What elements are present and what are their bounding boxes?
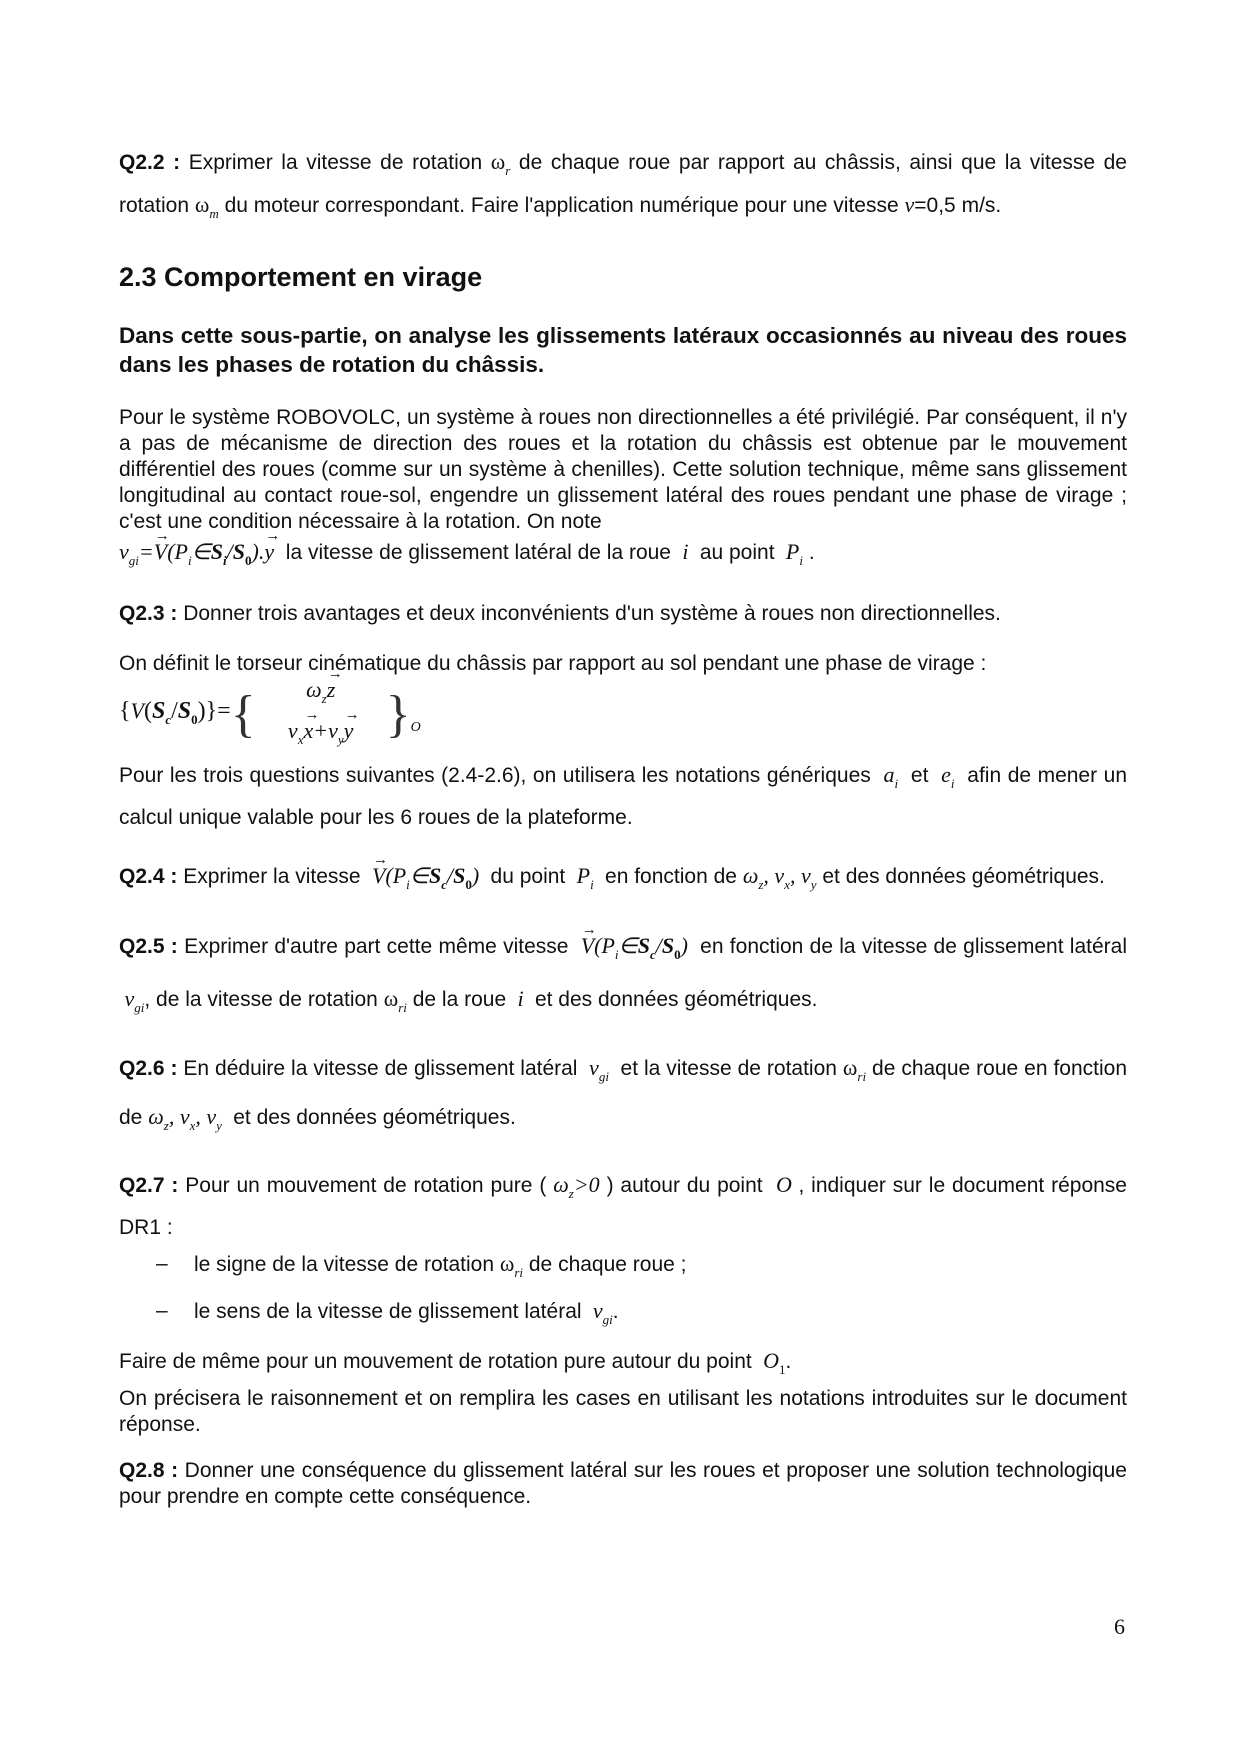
question-label: Q2.5 : <box>119 935 178 958</box>
question-label: Q2.2 : <box>119 151 181 174</box>
list-item: – le sens de la vitesse de glissement latéral $v_{gi}$. <box>119 1292 1127 1339</box>
page-content <box>119 145 1127 1510</box>
list-item: – le signe de la vitesse de rotation $\omega_{ri}$ de chaque roue ; <box>119 1245 1127 1292</box>
question-label: Q2.7 : <box>119 1174 179 1197</box>
question-label: Q2.8 : <box>119 1459 179 1482</box>
omega-m-symbol: $\omega_m$ <box>194 192 219 221</box>
question-q2-8: Q2.8 : Donner une conséquence du glissement latéral sur les roues et proposer une solution technologique pour prendre en compte cette conséquence. <box>119 1459 1127 1508</box>
page-number: 6 <box>1114 1614 1125 1639</box>
torseur-intro: On définit le torseur cinématique du châssis par rapport au sol pendant une phase de virage : <box>119 652 987 675</box>
question-q2-6: Q2.6 : En déduire la vitesse de glissement latéral $v_{gi}$ et la vitesse de rotation $\omega_{ri}$ de chaque roue en fonction de $\omega_z$, $v_x$, $v_y$ et des données géométriques. <box>119 1055 1127 1133</box>
question-q2-7: Q2.7 : Pour un mouvement de rotation pure ( $\omega_z>0$ ) autour du point O , indiquer sur le document réponse DR1 : <box>119 1172 1127 1239</box>
v-symbol: v <box>904 192 915 217</box>
precise-paragraph: On précisera le raisonnement et on remplira les cases en utilisant les notations introduites sur le document réponse. <box>119 1387 1127 1436</box>
vgi-formula: $v_{gi}=\to$ $V(P_i\in S_i/S_0).\to y$ <box>119 539 274 564</box>
same-for-o1: Faire de même pour un mouvement de rotation pure autour du point $O_1$. <box>119 1348 792 1377</box>
question-q2-5: Q2.5 : Exprimer d'autre part cette même vitesse → $V(P_i\in S_c/S_0)$ en fonction de la vitesse de glissement latéral $v_{gi}$, de la vitesse de rotation $\omega_{ri}$ de la roue i et des données géométriques. <box>119 924 1127 1030</box>
torseur-equation: $\{V(S_c/S_0)\}=$ { $\omega_z\to z$ $v_x\to x+v_y\to y$ } O <box>119 680 1127 750</box>
question-q2-2: Q2.2 : Exprimer la vitesse de rotation $\omega_r$ de chaque roue par rapport au châssis, ainsi que la vitesse de rotation $\omega_m$ du moteur correspondant. Faire l'application numérique pour une vitesse v=0,5 m/s. <box>119 149 1127 221</box>
question-label: Q2.6 : <box>119 1057 178 1080</box>
omega-r-symbol: $\omega_r$ <box>490 149 511 178</box>
question-label: Q2.3 : <box>119 602 178 625</box>
question-label: Q2.4 : <box>119 865 178 888</box>
question-q2-3: Q2.3 : Donner trois avantages et deux inconvénients d'un système à roues non directionnelles. <box>119 602 1001 625</box>
section-heading: 2.3 Comportement en virage <box>119 262 483 292</box>
q2-7-list <box>119 1245 1127 1339</box>
vgi-definition: $v_{gi}=\to$ $V(P_i\in S_i/S_0).\to y$ la vitesse de glissement latéral de la roue i au point $P_i$ . <box>119 535 1127 578</box>
body-paragraph: Pour le système ROBOVOLC, un système à roues non directionnelles a été privilégié. Par conséquent, il n'y a pas de mécanisme de direction des roues et la rotation du châssis est obtenue par le mouvement différentiel des roues (comme sur un système à chenilles). Cette solution technique, même sans glissement longitudinal au contact roue-sol, engendre un glissement latéral des roues pendant une phase de virage ; c'est une condition nécessaire à la rotation. On note <box>119 406 1127 533</box>
generic-notation-paragraph: Pour les trois questions suivantes (2.4-2.6), on utilisera les notations génériques $a_i$ et $e_i$ afin de mener un calcul unique valable pour les 6 roues de la plateforme. <box>119 762 1128 829</box>
question-q2-4: Q2.4 : Exprimer la vitesse → $V(P_i\in S_c/S_0)$ du point $P_i$ en fonction de $\omega_z$, $v_x$, $v_y$ et des données géométriques. <box>119 859 1127 902</box>
intro-paragraph: Dans cette sous-partie, on analyse les glissements latéraux occasionnés au niveau des roues dans les phases de rotation du châssis. <box>119 323 1127 377</box>
